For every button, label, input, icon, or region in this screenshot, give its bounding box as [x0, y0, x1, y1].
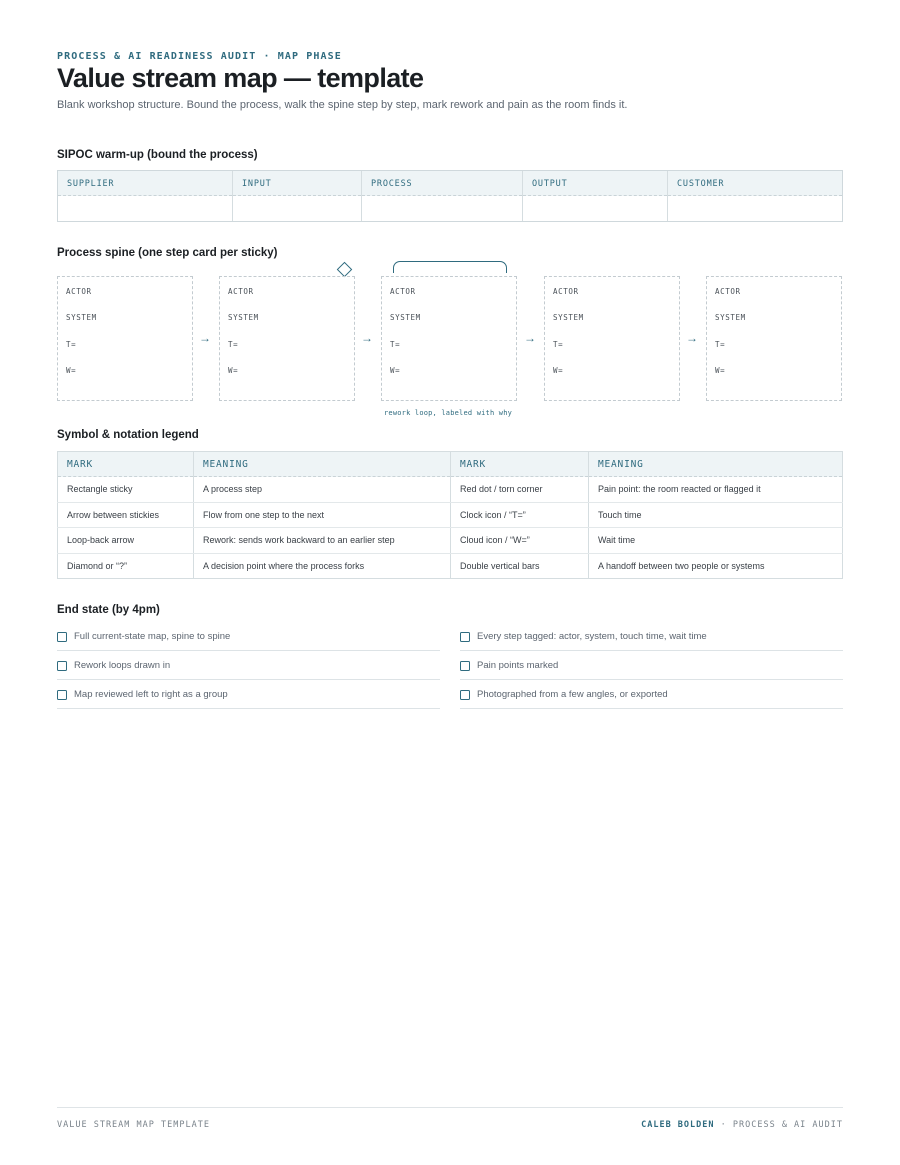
sipoc-cell[interactable]	[233, 196, 361, 221]
checklist-label: Pain points marked	[477, 660, 559, 671]
footer-org: PROCESS & AI AUDIT	[732, 1120, 843, 1130]
footer-doc-title: VALUE STREAM MAP TEMPLATE	[57, 1120, 210, 1130]
sipoc-header: PROCESS	[362, 171, 522, 196]
spine-heading: Process spine (one step card per sticky)	[57, 247, 278, 259]
sipoc-column-process	[362, 171, 523, 221]
step-card[interactable]	[219, 276, 355, 401]
step-touch-time: T=	[715, 340, 726, 349]
checklist-item[interactable]	[57, 689, 440, 709]
step-system: SYSTEM	[390, 313, 421, 322]
legend-mark: Diamond or “?”	[58, 553, 194, 579]
checklist-item[interactable]	[460, 631, 843, 651]
sipoc-cell[interactable]	[668, 196, 842, 221]
step-touch-time: T=	[228, 340, 239, 349]
table-row	[58, 553, 843, 579]
sipoc-table	[57, 170, 843, 222]
legend-meaning: Flow from one step to the next	[194, 502, 451, 528]
decision-diamond-icon	[337, 262, 353, 278]
footer-author: CALEB BOLDEN	[641, 1120, 715, 1130]
page-subtitle: Blank workshop structure. Bound the process, walk the spine step by step, mark rework and pain as the room finds it.	[57, 99, 628, 111]
step-wait-time: W=	[66, 366, 77, 375]
footer-separator: ·	[714, 1120, 733, 1130]
legend-meaning: Wait time	[589, 528, 843, 554]
sipoc-cell[interactable]	[523, 196, 667, 221]
step-wait-time: W=	[228, 366, 239, 375]
rework-loop-caption: rework loop, labeled with why	[384, 409, 513, 417]
step-actor: ACTOR	[553, 287, 579, 296]
sipoc-header: CUSTOMER	[668, 171, 842, 196]
legend-mark: Double vertical bars	[451, 553, 589, 579]
step-touch-time: T=	[66, 340, 77, 349]
step-wait-time: W=	[715, 366, 726, 375]
step-actor: ACTOR	[390, 287, 416, 296]
table-row	[58, 477, 843, 503]
legend-mark: Loop-back arrow	[58, 528, 194, 554]
checklist-label: Photographed from a few angles, or exported	[477, 689, 668, 700]
step-system: SYSTEM	[715, 313, 746, 322]
page-title: Value stream map — template	[57, 63, 424, 93]
checkbox[interactable]	[57, 632, 67, 642]
step-actor: ACTOR	[66, 287, 92, 296]
checklist-label: Full current-state map, spine to spine	[74, 631, 231, 642]
checkbox[interactable]	[460, 661, 470, 671]
step-actor: ACTOR	[715, 287, 741, 296]
checkbox[interactable]	[460, 690, 470, 700]
sipoc-column-input	[233, 171, 362, 221]
legend-mark: Clock icon / “T=”	[451, 502, 589, 528]
flow-arrow-icon: →	[199, 331, 211, 345]
sipoc-header: OUTPUT	[523, 171, 667, 196]
sipoc-cell[interactable]	[362, 196, 522, 221]
step-touch-time: T=	[390, 340, 401, 349]
sipoc-header: INPUT	[233, 171, 361, 196]
table-row	[58, 528, 843, 554]
sipoc-column-customer	[668, 171, 842, 221]
step-system: SYSTEM	[228, 313, 259, 322]
footer-divider	[57, 1107, 843, 1108]
legend-mark: Arrow between stickies	[58, 502, 194, 528]
end-state-heading: End state (by 4pm)	[57, 604, 160, 616]
legend-header: MARK	[451, 452, 589, 477]
legend-mark: Red dot / torn corner	[451, 477, 589, 503]
checklist-item[interactable]	[57, 660, 440, 680]
flow-arrow-icon: →	[361, 331, 373, 345]
checkbox[interactable]	[57, 690, 67, 700]
sipoc-heading: SIPOC warm-up (bound the process)	[57, 149, 258, 161]
checklist-label: Every step tagged: actor, system, touch time, wait time	[477, 631, 707, 642]
legend-meaning: A process step	[194, 477, 451, 503]
flow-arrow-icon: →	[686, 331, 698, 345]
legend-header: MEANING	[194, 452, 451, 477]
checklist-item[interactable]	[460, 660, 843, 680]
sipoc-column-supplier	[58, 171, 233, 221]
flow-arrow-icon: →	[524, 331, 536, 345]
legend-meaning: A decision point where the process forks	[194, 553, 451, 579]
legend-meaning: Pain point: the room reacted or flagged it	[589, 477, 843, 503]
legend-meaning: Rework: sends work backward to an earlier step	[194, 528, 451, 554]
legend-meaning: A handoff between two people or systems	[589, 553, 843, 579]
sipoc-column-output	[523, 171, 668, 221]
legend-mark: Rectangle sticky	[58, 477, 194, 503]
checklist-label: Map reviewed left to right as a group	[74, 689, 228, 700]
rework-loop-arrow-icon	[393, 261, 507, 273]
footer-credit	[641, 1120, 843, 1130]
step-system: SYSTEM	[553, 313, 584, 322]
sipoc-header: SUPPLIER	[58, 171, 232, 196]
step-wait-time: W=	[553, 366, 564, 375]
step-card[interactable]	[544, 276, 680, 401]
legend-meaning: Touch time	[589, 502, 843, 528]
sipoc-cell[interactable]	[58, 196, 232, 221]
checklist-item[interactable]	[57, 631, 440, 651]
table-row	[58, 502, 843, 528]
legend-header: MARK	[58, 452, 194, 477]
legend-heading: Symbol & notation legend	[57, 429, 199, 441]
legend-header-row	[58, 452, 843, 477]
checklist-item[interactable]	[460, 689, 843, 709]
step-touch-time: T=	[553, 340, 564, 349]
step-wait-time: W=	[390, 366, 401, 375]
step-card[interactable]	[381, 276, 517, 401]
legend-header: MEANING	[589, 452, 843, 477]
checkbox[interactable]	[460, 632, 470, 642]
checklist-label: Rework loops drawn in	[74, 660, 171, 671]
step-actor: ACTOR	[228, 287, 254, 296]
legend-table	[57, 451, 843, 579]
step-card[interactable]	[57, 276, 193, 401]
step-card[interactable]	[706, 276, 842, 401]
eyebrow: PROCESS & AI READINESS AUDIT · MAP PHASE	[57, 51, 342, 62]
checkbox[interactable]	[57, 661, 67, 671]
legend-mark: Cloud icon / “W=”	[451, 528, 589, 554]
step-system: SYSTEM	[66, 313, 97, 322]
